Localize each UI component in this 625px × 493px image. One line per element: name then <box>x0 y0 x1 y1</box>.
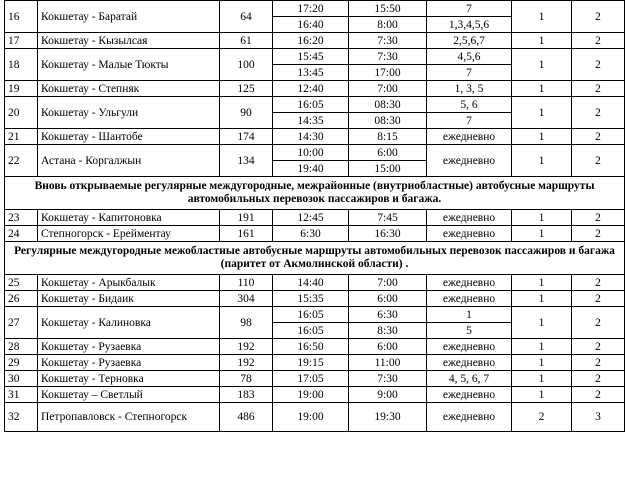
return-time: 08:30 <box>349 113 427 129</box>
return-time: 8:30 <box>349 323 427 339</box>
row-number: 21 <box>5 129 38 145</box>
table-row <box>5 1 625 17</box>
distance-km: 61 <box>220 33 273 49</box>
departure-time: 13:45 <box>273 65 349 81</box>
route-name: Кокшетау - Капитоновка <box>38 210 220 226</box>
count-b: 2 <box>572 97 625 129</box>
return-time: 6:00 <box>349 291 427 307</box>
route-name: Кокшетау - Малые Тюкты <box>38 49 220 81</box>
route-name: Кокшетау – Светлый <box>38 387 220 403</box>
departure-time: 16:50 <box>273 339 349 355</box>
count-a: 1 <box>512 1 572 33</box>
departure-time: 19:00 <box>273 387 349 403</box>
operating-days: ежедневно <box>427 387 512 403</box>
departure-time: 16:05 <box>273 97 349 113</box>
operating-days: 5 <box>427 323 512 339</box>
row-number: 29 <box>5 355 38 371</box>
schedule-document <box>4 0 615 432</box>
distance-km: 125 <box>220 81 273 97</box>
operating-days: ежедневно <box>427 210 512 226</box>
table-row <box>5 145 625 161</box>
table-row <box>5 307 625 323</box>
operating-days: 7 <box>427 1 512 17</box>
count-a: 1 <box>512 307 572 339</box>
count-b: 2 <box>572 387 625 403</box>
row-number: 25 <box>5 275 38 291</box>
departure-time: 17:05 <box>273 371 349 387</box>
bus-schedule-table <box>4 0 625 432</box>
distance-km: 486 <box>220 403 273 432</box>
return-time: 7:30 <box>349 49 427 65</box>
table-row <box>5 275 625 291</box>
route-name: Кокшетау - Рузаевка <box>38 339 220 355</box>
table-row <box>5 403 625 432</box>
departure-time: 6:30 <box>273 226 349 242</box>
distance-km: 191 <box>220 210 273 226</box>
table-row <box>5 371 625 387</box>
return-time: 7:00 <box>349 275 427 291</box>
operating-days: 7 <box>427 65 512 81</box>
return-time: 11:00 <box>349 355 427 371</box>
operating-days: ежедневно <box>427 145 512 177</box>
count-a: 1 <box>512 97 572 129</box>
return-time: 15:00 <box>349 161 427 177</box>
table-row <box>5 33 625 49</box>
distance-km: 183 <box>220 387 273 403</box>
count-b: 2 <box>572 355 625 371</box>
row-number: 27 <box>5 307 38 339</box>
table-row <box>5 210 625 226</box>
count-b: 2 <box>572 339 625 355</box>
distance-km: 192 <box>220 355 273 371</box>
departure-time: 14:40 <box>273 275 349 291</box>
distance-km: 90 <box>220 97 273 129</box>
return-time: 16:30 <box>349 226 427 242</box>
route-name: Кокшетау - Баратай <box>38 1 220 33</box>
operating-days: 4,5,6 <box>427 49 512 65</box>
table-row <box>5 81 625 97</box>
departure-time: 14:35 <box>273 113 349 129</box>
distance-km: 64 <box>220 1 273 33</box>
count-a: 1 <box>512 291 572 307</box>
count-a: 1 <box>512 275 572 291</box>
return-time: 6:00 <box>349 145 427 161</box>
departure-time: 16:05 <box>273 307 349 323</box>
count-a: 1 <box>512 210 572 226</box>
distance-km: 174 <box>220 129 273 145</box>
count-b: 2 <box>572 371 625 387</box>
row-number: 24 <box>5 226 38 242</box>
operating-days: ежедневно <box>427 291 512 307</box>
row-number: 17 <box>5 33 38 49</box>
row-number: 26 <box>5 291 38 307</box>
table-row <box>5 226 625 242</box>
count-b: 2 <box>572 49 625 81</box>
row-number: 31 <box>5 387 38 403</box>
count-a: 1 <box>512 387 572 403</box>
return-time: 7:30 <box>349 371 427 387</box>
return-time: 08:30 <box>349 97 427 113</box>
table-row <box>5 355 625 371</box>
table-row <box>5 97 625 113</box>
route-name: Кокшетау - Калиновка <box>38 307 220 339</box>
departure-time: 15:35 <box>273 291 349 307</box>
route-name: Кокшетау - Терновка <box>38 371 220 387</box>
operating-days: ежедневно <box>427 403 512 432</box>
table-row <box>5 339 625 355</box>
distance-km: 98 <box>220 307 273 339</box>
operating-days: ежедневно <box>427 339 512 355</box>
departure-time: 12:45 <box>273 210 349 226</box>
return-time: 8:00 <box>349 17 427 33</box>
distance-km: 110 <box>220 275 273 291</box>
return-time: 6:00 <box>349 339 427 355</box>
departure-time: 19:15 <box>273 355 349 371</box>
operating-days: 1,3,4,5,6 <box>427 17 512 33</box>
operating-days: 1, 3, 5 <box>427 81 512 97</box>
distance-km: 161 <box>220 226 273 242</box>
return-time: 17:00 <box>349 65 427 81</box>
departure-time: 12:40 <box>273 81 349 97</box>
row-number: 20 <box>5 97 38 129</box>
route-name: Степногорск - Ерейментау <box>38 226 220 242</box>
route-name: Кокшетау - Арыкбалык <box>38 275 220 291</box>
count-a: 1 <box>512 226 572 242</box>
route-name: Кокшетау - Степняк <box>38 81 220 97</box>
operating-days: ежедневно <box>427 226 512 242</box>
departure-time: 14:30 <box>273 129 349 145</box>
return-time: 7:30 <box>349 33 427 49</box>
departure-time: 16:05 <box>273 323 349 339</box>
departure-time: 19:40 <box>273 161 349 177</box>
operating-days: 4, 5, 6, 7 <box>427 371 512 387</box>
count-b: 2 <box>572 145 625 177</box>
operating-days: 2,5,6,7 <box>427 33 512 49</box>
count-b: 2 <box>572 226 625 242</box>
count-b: 2 <box>572 129 625 145</box>
operating-days: 1 <box>427 307 512 323</box>
row-number: 16 <box>5 1 38 33</box>
return-time: 9:00 <box>349 387 427 403</box>
route-name: Кокшетау - Кызылсая <box>38 33 220 49</box>
departure-time: 16:20 <box>273 33 349 49</box>
row-number: 32 <box>5 403 38 432</box>
departure-time: 10:00 <box>273 145 349 161</box>
operating-days: 7 <box>427 113 512 129</box>
row-number: 19 <box>5 81 38 97</box>
return-time: 15:50 <box>349 1 427 17</box>
return-time: 7:45 <box>349 210 427 226</box>
count-b: 3 <box>572 403 625 432</box>
departure-time: 16:40 <box>273 17 349 33</box>
table-row <box>5 129 625 145</box>
count-b: 2 <box>572 291 625 307</box>
route-name: Петропавловск - Степногорск <box>38 403 220 432</box>
row-number: 23 <box>5 210 38 226</box>
distance-km: 100 <box>220 49 273 81</box>
departure-time: 19:00 <box>273 403 349 432</box>
table-row <box>5 49 625 65</box>
route-name: Кокшетау - Ульгули <box>38 97 220 129</box>
count-b: 2 <box>572 275 625 291</box>
section-heading-interregional-routes: Регулярные междугородные межобластные автобусные маршруты автомобильных перевозок пассажиров и багажа (паритет от Акмолинской области) . <box>5 242 625 275</box>
route-name: Астана - Коргалжын <box>38 145 220 177</box>
distance-km: 192 <box>220 339 273 355</box>
route-name: Кокшетау - Рузаевка <box>38 355 220 371</box>
row-number: 18 <box>5 49 38 81</box>
row-number: 28 <box>5 339 38 355</box>
count-a: 1 <box>512 145 572 177</box>
count-a: 1 <box>512 33 572 49</box>
operating-days: ежедневно <box>427 355 512 371</box>
count-b: 2 <box>572 81 625 97</box>
operating-days: 5, 6 <box>427 97 512 113</box>
row-number: 22 <box>5 145 38 177</box>
route-name: Кокшетау - Бидаик <box>38 291 220 307</box>
return-time: 7:00 <box>349 81 427 97</box>
return-time: 6:30 <box>349 307 427 323</box>
count-a: 1 <box>512 129 572 145</box>
row-number: 30 <box>5 371 38 387</box>
return-time: 8:15 <box>349 129 427 145</box>
count-b: 2 <box>572 307 625 339</box>
table-row <box>5 291 625 307</box>
table-row <box>5 387 625 403</box>
departure-time: 15:45 <box>273 49 349 65</box>
count-a: 1 <box>512 49 572 81</box>
count-b: 2 <box>572 1 625 33</box>
count-a: 1 <box>512 81 572 97</box>
departure-time: 17:20 <box>273 1 349 17</box>
distance-km: 78 <box>220 371 273 387</box>
distance-km: 134 <box>220 145 273 177</box>
operating-days: ежедневно <box>427 275 512 291</box>
return-time: 19:30 <box>349 403 427 432</box>
distance-km: 304 <box>220 291 273 307</box>
count-a: 1 <box>512 355 572 371</box>
count-b: 2 <box>572 33 625 49</box>
operating-days: ежедневно <box>427 129 512 145</box>
section-heading-new-routes: Вновь открываемые регулярные междугородные, межрайонные (внутриобластные) автобусные маршруты автомобильных перевозок пассажиров и багажа. <box>5 177 625 210</box>
count-a: 2 <box>512 403 572 432</box>
count-a: 1 <box>512 339 572 355</box>
route-name: Кокшетау - Шантобе <box>38 129 220 145</box>
count-b: 2 <box>572 210 625 226</box>
count-a: 1 <box>512 371 572 387</box>
